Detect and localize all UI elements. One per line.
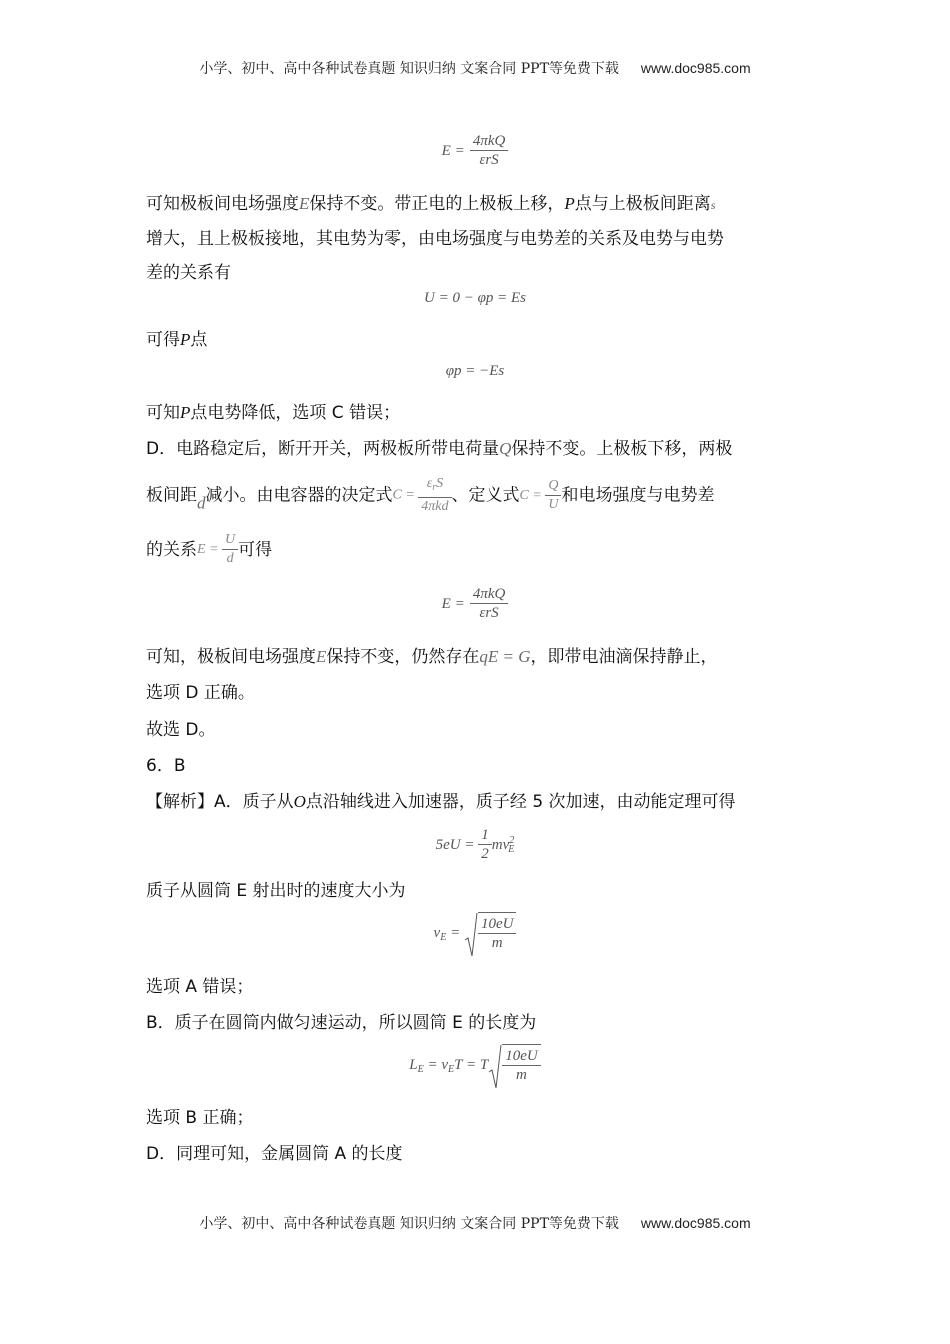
equation-potential-diff: U = 0 − φp = Es [424, 290, 526, 306]
equation-field-strength-2: E = $\frac{\text{4πkQ}}{\text{εrS}}$ [0, 585, 950, 622]
footer-text: 小学、初中、高中各种试卷真题 知识归纳 文案合同 PPT等免费下载 [199, 1216, 619, 1232]
paragraph-line: 故选 D。 [146, 720, 216, 740]
equation-potential-p: φp = −Es [445, 363, 505, 379]
paragraph-line: 可知极板间电场强度E保持不变。带正电的上极板上移，P点与上极板间距离s [146, 194, 716, 214]
equation-field-strength-1: E = $\frac{\text{4πkQ}}{\text{εrS}}$ [0, 132, 950, 169]
paragraph-line: D．同理可知，金属圆筒 A 的长度 [146, 1144, 403, 1164]
header-text: 小学、初中、高中各种试卷真题 知识归纳 文案合同 PPT等免费下载 [199, 61, 619, 77]
paragraph-line: 选项 D 正确。 [146, 683, 255, 703]
paragraph-line: 板间距d减小。由电容器的决定式C = $\frac{\varepsilon_rS}{\text{4πkd}}$ 、定义式C = $\frac{Q}{U}$ 和电场强度与电势差 [146, 476, 715, 514]
paragraph-line: 可知P点电势降低，选项 C 错误； [146, 403, 401, 423]
page-header [0, 58, 950, 78]
paragraph-line: 【解析】A．质子从O点沿轴线进入加速器，质子经 5 次加速，由动能定理可得 [146, 792, 736, 812]
equation-velocity: $v_E$ = $\frac{10eU}{m}$ [0, 912, 950, 952]
paragraph-line: 可得P点 [146, 330, 208, 350]
paragraph-line: 可知，极板间电场强度E保持不变，仍然存在qE = G，即带电油滴保持静止， [146, 647, 718, 667]
paragraph-line: D．电路稳定后，断开开关，两极板所带电荷量Q保持不变。上极板下移，两极 [146, 439, 733, 459]
answer-number: 6．B [146, 756, 186, 776]
paragraph-line: 选项 A 错误； [146, 977, 254, 997]
paragraph-line: 的关系E = $\frac{U}{d}$ 可得 [146, 532, 273, 567]
page-footer [0, 1213, 950, 1233]
equation-kinetic-energy: 5eU = $\frac{1}{2}$ $mv^2_E$ [435, 827, 515, 862]
equation-length: $L_E = v_ET = T$ $\frac{10eU}{m}$ [0, 1044, 950, 1084]
footer-site-link[interactable]: www.doc985.com [640, 1215, 751, 1231]
paragraph-line: 差的关系有 [146, 263, 231, 283]
header-site-link[interactable]: www.doc985.com [640, 60, 751, 76]
paragraph-line: 选项 B 正确； [146, 1108, 254, 1128]
paragraph-line: 增大，且上极板接地，其电势为零，由电场强度与电势差的关系及电势与电势 [146, 229, 724, 249]
paragraph-line: 质子从圆筒 E 射出时的速度大小为 [146, 881, 406, 901]
paragraph-line: B．质子在圆筒内做匀速运动，所以圆筒 E 的长度为 [146, 1013, 537, 1033]
